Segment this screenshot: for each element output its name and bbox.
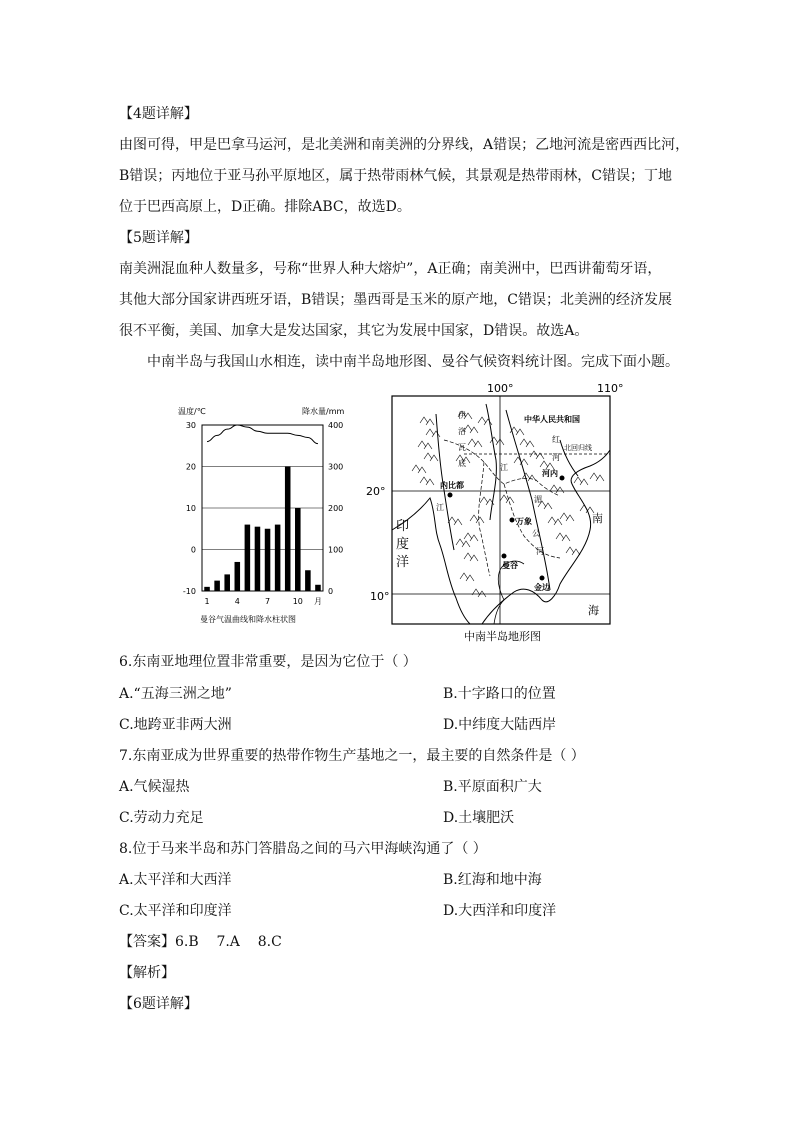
q4-line-3: 位于巴西高原上，D正确。排除ABC，故选D。 — [119, 199, 411, 215]
x-tick-label: 7 — [264, 597, 271, 606]
label-indian-ocean-3: 洋 — [396, 555, 410, 570]
label-vientiane: 万象 — [516, 517, 532, 526]
label-phnompenh: 金边 — [534, 583, 550, 592]
left-tick-label: 30 — [185, 421, 196, 430]
climate-caption: 曼谷气温曲线和降水柱状图 — [200, 615, 296, 624]
precip-bar — [315, 585, 321, 591]
label-indian-ocean-2: 度 — [396, 537, 410, 552]
label-hanoi: 河内 — [542, 469, 558, 478]
q7-stem: 7.东南亚成为世界重要的热带作物生产基地之一，最主要的自然条件是（ ） — [119, 748, 585, 764]
left-tick-label: 0 — [190, 545, 196, 555]
naypyidaw-dot — [448, 493, 453, 498]
q6-stem: 6.东南亚地理位置非常重要，是因为它位于（ ） — [119, 654, 417, 670]
bangkok-dot — [502, 554, 507, 559]
right-tick-label: 400 — [328, 421, 344, 430]
right-tick-label: 0 — [328, 587, 334, 596]
river-char-label: 红 — [552, 435, 560, 444]
river-char-label: 底 — [458, 459, 466, 468]
precip-bar — [265, 529, 271, 591]
map-caption: 中南半岛地形图 — [464, 630, 541, 643]
left-tick-label: 20 — [185, 462, 196, 472]
label-indian-ocean-1: 印 — [396, 519, 410, 534]
right-tick-label: 300 — [328, 462, 344, 472]
phnompenh-dot — [540, 576, 545, 581]
label-south: 南 — [592, 512, 603, 525]
q4-line-2: B错误；丙地位于亚马孙平原地区，属于热带雨林气候，其景观是热带雨林，C错误；丁地 — [119, 168, 672, 184]
label-naypyidaw: 内比都 — [440, 481, 464, 490]
river-char-label: 湄 — [534, 495, 542, 504]
x-tick-label: 10 — [292, 597, 303, 606]
climate-chart — [170, 400, 360, 630]
right-axis-ticks — [328, 421, 343, 596]
q6-option-d: D.中纬度大陆西岸 — [443, 717, 557, 733]
precip-bar — [275, 525, 281, 591]
label-sea: 海 — [588, 604, 599, 617]
vientiane-dot — [510, 518, 515, 523]
left-unit: 温度/℃ — [178, 407, 206, 416]
q8-stem: 8.位于马来半岛和苏门答腊岛之间的马六甲海峡沟通了（ ） — [119, 841, 487, 857]
q5-line-3: 很不平衡，美国、加拿大是发达国家，其它为发展中国家，D错误。故选A。 — [119, 323, 589, 339]
intro-text: 中南半岛与我国山水相连，读中南半岛地形图、曼谷气候资料统计图。完成下面小题。 — [147, 354, 679, 370]
lat-10: 10° — [370, 590, 390, 603]
grid-lines — [202, 467, 323, 550]
right-tick-label: 100 — [328, 545, 344, 555]
x-tick-label: 4 — [234, 597, 240, 606]
river-char-label: 洛 — [458, 427, 466, 436]
lon-110: 110° — [597, 382, 624, 395]
label-bangkok: 曼谷 — [502, 561, 518, 570]
river-char-label: 伊 — [458, 411, 466, 420]
river-char-label: 江 — [436, 503, 444, 512]
precip-bar — [295, 508, 301, 591]
lat-20: 20° — [366, 485, 386, 498]
q7-option-b: B.平原面积广大 — [443, 779, 542, 795]
precip-bar — [305, 570, 311, 591]
q8-option-d: D.大西洋和印度洋 — [443, 903, 557, 919]
q8-option-b: B.红海和地中海 — [443, 872, 542, 888]
left-tick-label: 10 — [185, 504, 196, 513]
answer-line: 【答案】6.B 7.A 8.C — [119, 934, 282, 950]
precip-bar — [285, 467, 291, 592]
q6-option-c: C.地跨亚非两大洲 — [119, 717, 232, 733]
q7-option-c: C.劳动力充足 — [119, 810, 204, 826]
hanoi-dot — [560, 476, 565, 481]
q8-option-a: A.太平洋和大西洋 — [119, 872, 232, 888]
map-frame — [392, 396, 610, 624]
q4-line-1: 由图可得，甲是巴拿马运河，是北美洲和南美洲的分界线，A错误；乙地河流是密西西比河， — [119, 137, 690, 153]
q5-line-2: 其他大部分国家讲西班牙语，B错误；墨西哥是玉米的原产地，C错误；北美洲的经济发展 — [119, 292, 672, 308]
label-tropic: 北回归线 — [564, 444, 592, 452]
x-axis-ticks — [204, 597, 302, 606]
river-char-label: 河 — [536, 547, 544, 556]
q6-option-b: B.十字路口的位置 — [443, 686, 556, 702]
q6-option-a: A.“五海三洲之地” — [119, 686, 232, 702]
indochina-map — [364, 380, 634, 646]
river-char-label: 公 — [532, 529, 540, 538]
left-axis-ticks — [183, 421, 196, 596]
climate-chart-svg — [170, 400, 360, 630]
x-unit: 月 — [314, 597, 322, 606]
river-char-label: 瓦 — [458, 443, 466, 452]
precip-bar — [224, 574, 230, 591]
q8-option-c: C.太平洋和印度洋 — [119, 903, 232, 919]
lon-100: 100° — [487, 382, 514, 395]
q7-option-a: A.气候湿热 — [119, 779, 190, 795]
q5-line-1: 南美洲混血种人数量多，号称“世界人种大熔炉”，A正确；南美洲中，巴西讲葡萄牙语， — [119, 261, 662, 277]
precip-bar — [245, 525, 251, 591]
x-tick-label: 1 — [204, 597, 210, 606]
river-char-label: 江 — [500, 463, 508, 472]
precip-bar — [255, 527, 261, 591]
analysis-header: 【解析】 — [119, 965, 175, 981]
right-unit: 降水量/mm — [302, 407, 345, 416]
q5-header: 【5题详解】 — [119, 230, 198, 246]
precip-bars — [204, 467, 320, 592]
left-tick-label: -10 — [182, 587, 196, 596]
label-china: 中华人民共和国 — [524, 415, 580, 424]
precip-bar — [235, 562, 241, 591]
precip-bar — [214, 581, 220, 591]
river-char-label: 河 — [552, 453, 560, 462]
precip-bar — [204, 587, 210, 591]
right-tick-label: 200 — [328, 504, 344, 513]
temperature-curve — [207, 425, 318, 444]
map-svg — [364, 380, 634, 646]
q7-option-d: D.土壤肥沃 — [443, 810, 515, 826]
q6-detail-header: 【6题详解】 — [119, 996, 198, 1012]
q4-header: 【4题详解】 — [119, 106, 198, 122]
